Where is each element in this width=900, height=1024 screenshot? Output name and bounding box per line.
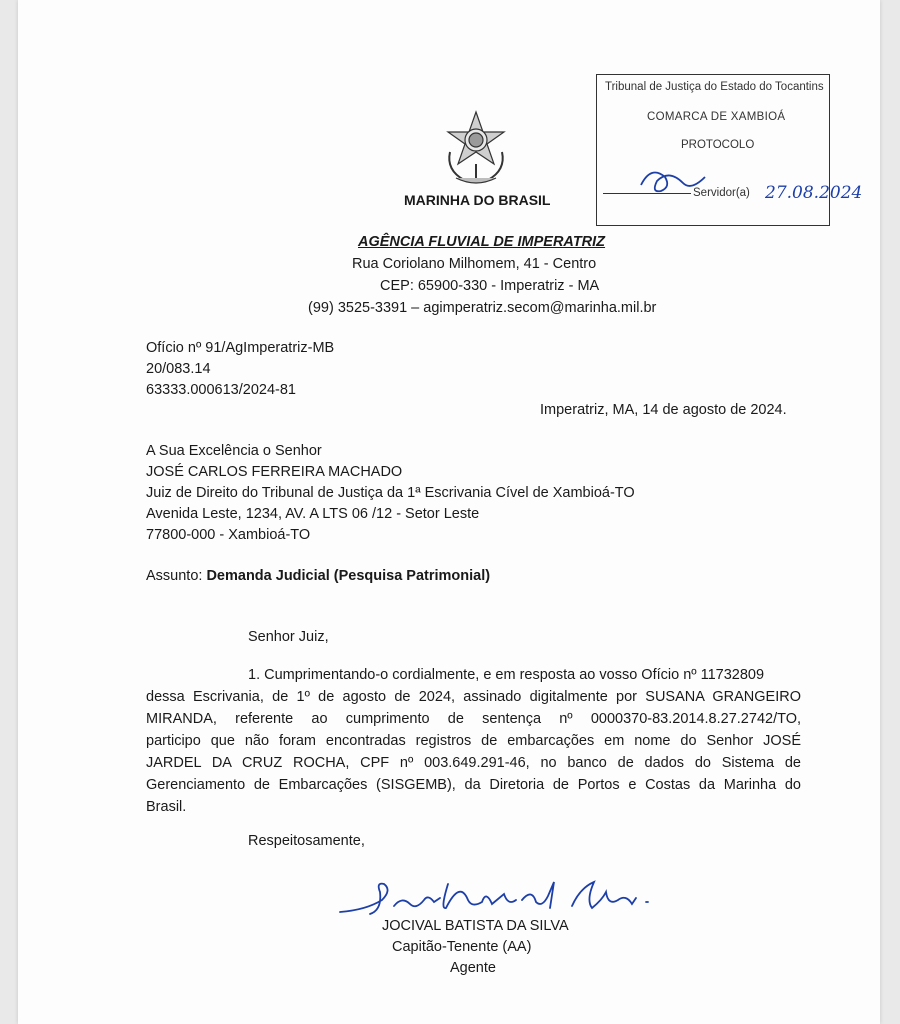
org-name: MARINHA DO BRASIL <box>404 192 551 208</box>
stamp-protocolo: PROTOCOLO <box>681 139 755 151</box>
body-paragraph <box>146 664 801 818</box>
stamp-date: 27.08.2024 <box>765 183 863 203</box>
signer-rank: Capitão-Tenente (AA) <box>392 939 532 955</box>
stamp-comarca: COMARCA DE XAMBIOÁ <box>647 111 786 123</box>
recipient-salutation: A Sua Excelência o Senhor <box>146 443 322 459</box>
signer-name: JOCIVAL BATISTA DA SILVA <box>382 918 569 934</box>
subject-line <box>146 566 490 586</box>
reference-code-1: 20/083.14 <box>146 361 211 377</box>
body-line: JARDEL DA CRUZ ROCHA, CPF nº 003.649.291-46, no banco de dados do Sistema de <box>146 755 801 771</box>
recipient-address: Avenida Leste, 1234, AV. A LTS 06 /12 - Setor Leste <box>146 506 480 522</box>
signer-title: Agente <box>450 960 496 976</box>
body-line: participo que não foram encontradas registros de embarcações em nome do Senhor JOSÉ <box>146 733 801 749</box>
recipient-name: JOSÉ CARLOS FERREIRA MACHADO <box>146 464 403 480</box>
date-line: Imperatriz, MA, 14 de agosto de 2024. <box>540 402 787 418</box>
stamp-signature-line <box>603 193 691 194</box>
body-line: 1. Cumprimentando-o cordialmente, e em resposta ao vosso Ofício nº 11732809 <box>248 667 765 683</box>
agency-name: AGÊNCIA FLUVIAL DE IMPERATRIZ <box>358 234 606 250</box>
stamp-court-name: Tribunal de Justiça do Estado do Tocantins <box>605 81 824 93</box>
oficio-number: Ofício nº 91/AgImperatriz-MB <box>146 340 335 356</box>
document-page <box>18 0 880 1024</box>
handwritten-signature <box>336 870 666 920</box>
recipient-cep: 77800-000 - Xambioá-TO <box>146 527 311 543</box>
body-line: Gerenciamento de Embarcações (SISGEMB), da Diretoria de Portos e Costas da Marinha do <box>146 777 801 793</box>
body-line: MIRANDA, referente ao cumprimento de sentença nº 0000370-83.2014.8.27.2742/TO, <box>146 711 801 727</box>
agency-contact: (99) 3525-3391 – agimperatriz.secom@marinha.mil.br <box>308 300 657 316</box>
subject-label: Assunto: <box>146 568 203 584</box>
reference-code-2: 63333.000613/2024-81 <box>146 382 296 398</box>
protocol-stamp <box>596 74 863 226</box>
agency-cep: CEP: 65900-330 - Imperatriz - MA <box>380 278 600 294</box>
body-line: dessa Escrivania, de 1º de agosto de 2024, assinado digitalmente por SUSANA GRANGEIRO <box>146 689 801 705</box>
subject-text: Demanda Judicial (Pesquisa Patrimonial) <box>206 568 491 584</box>
body-line: Brasil. <box>146 799 187 815</box>
closing: Respeitosamente, <box>248 833 365 849</box>
recipient-role: Juiz de Direito do Tribunal de Justiça da 1ª Escrivania Cível de Xambioá-TO <box>146 485 635 501</box>
stamp-servidor-label: Servidor(a) <box>693 187 750 199</box>
greeting: Senhor Juiz, <box>248 629 329 645</box>
brazil-coat-of-arms-icon <box>438 108 514 188</box>
agency-address: Rua Coriolano Milhomem, 41 - Centro <box>352 256 597 272</box>
